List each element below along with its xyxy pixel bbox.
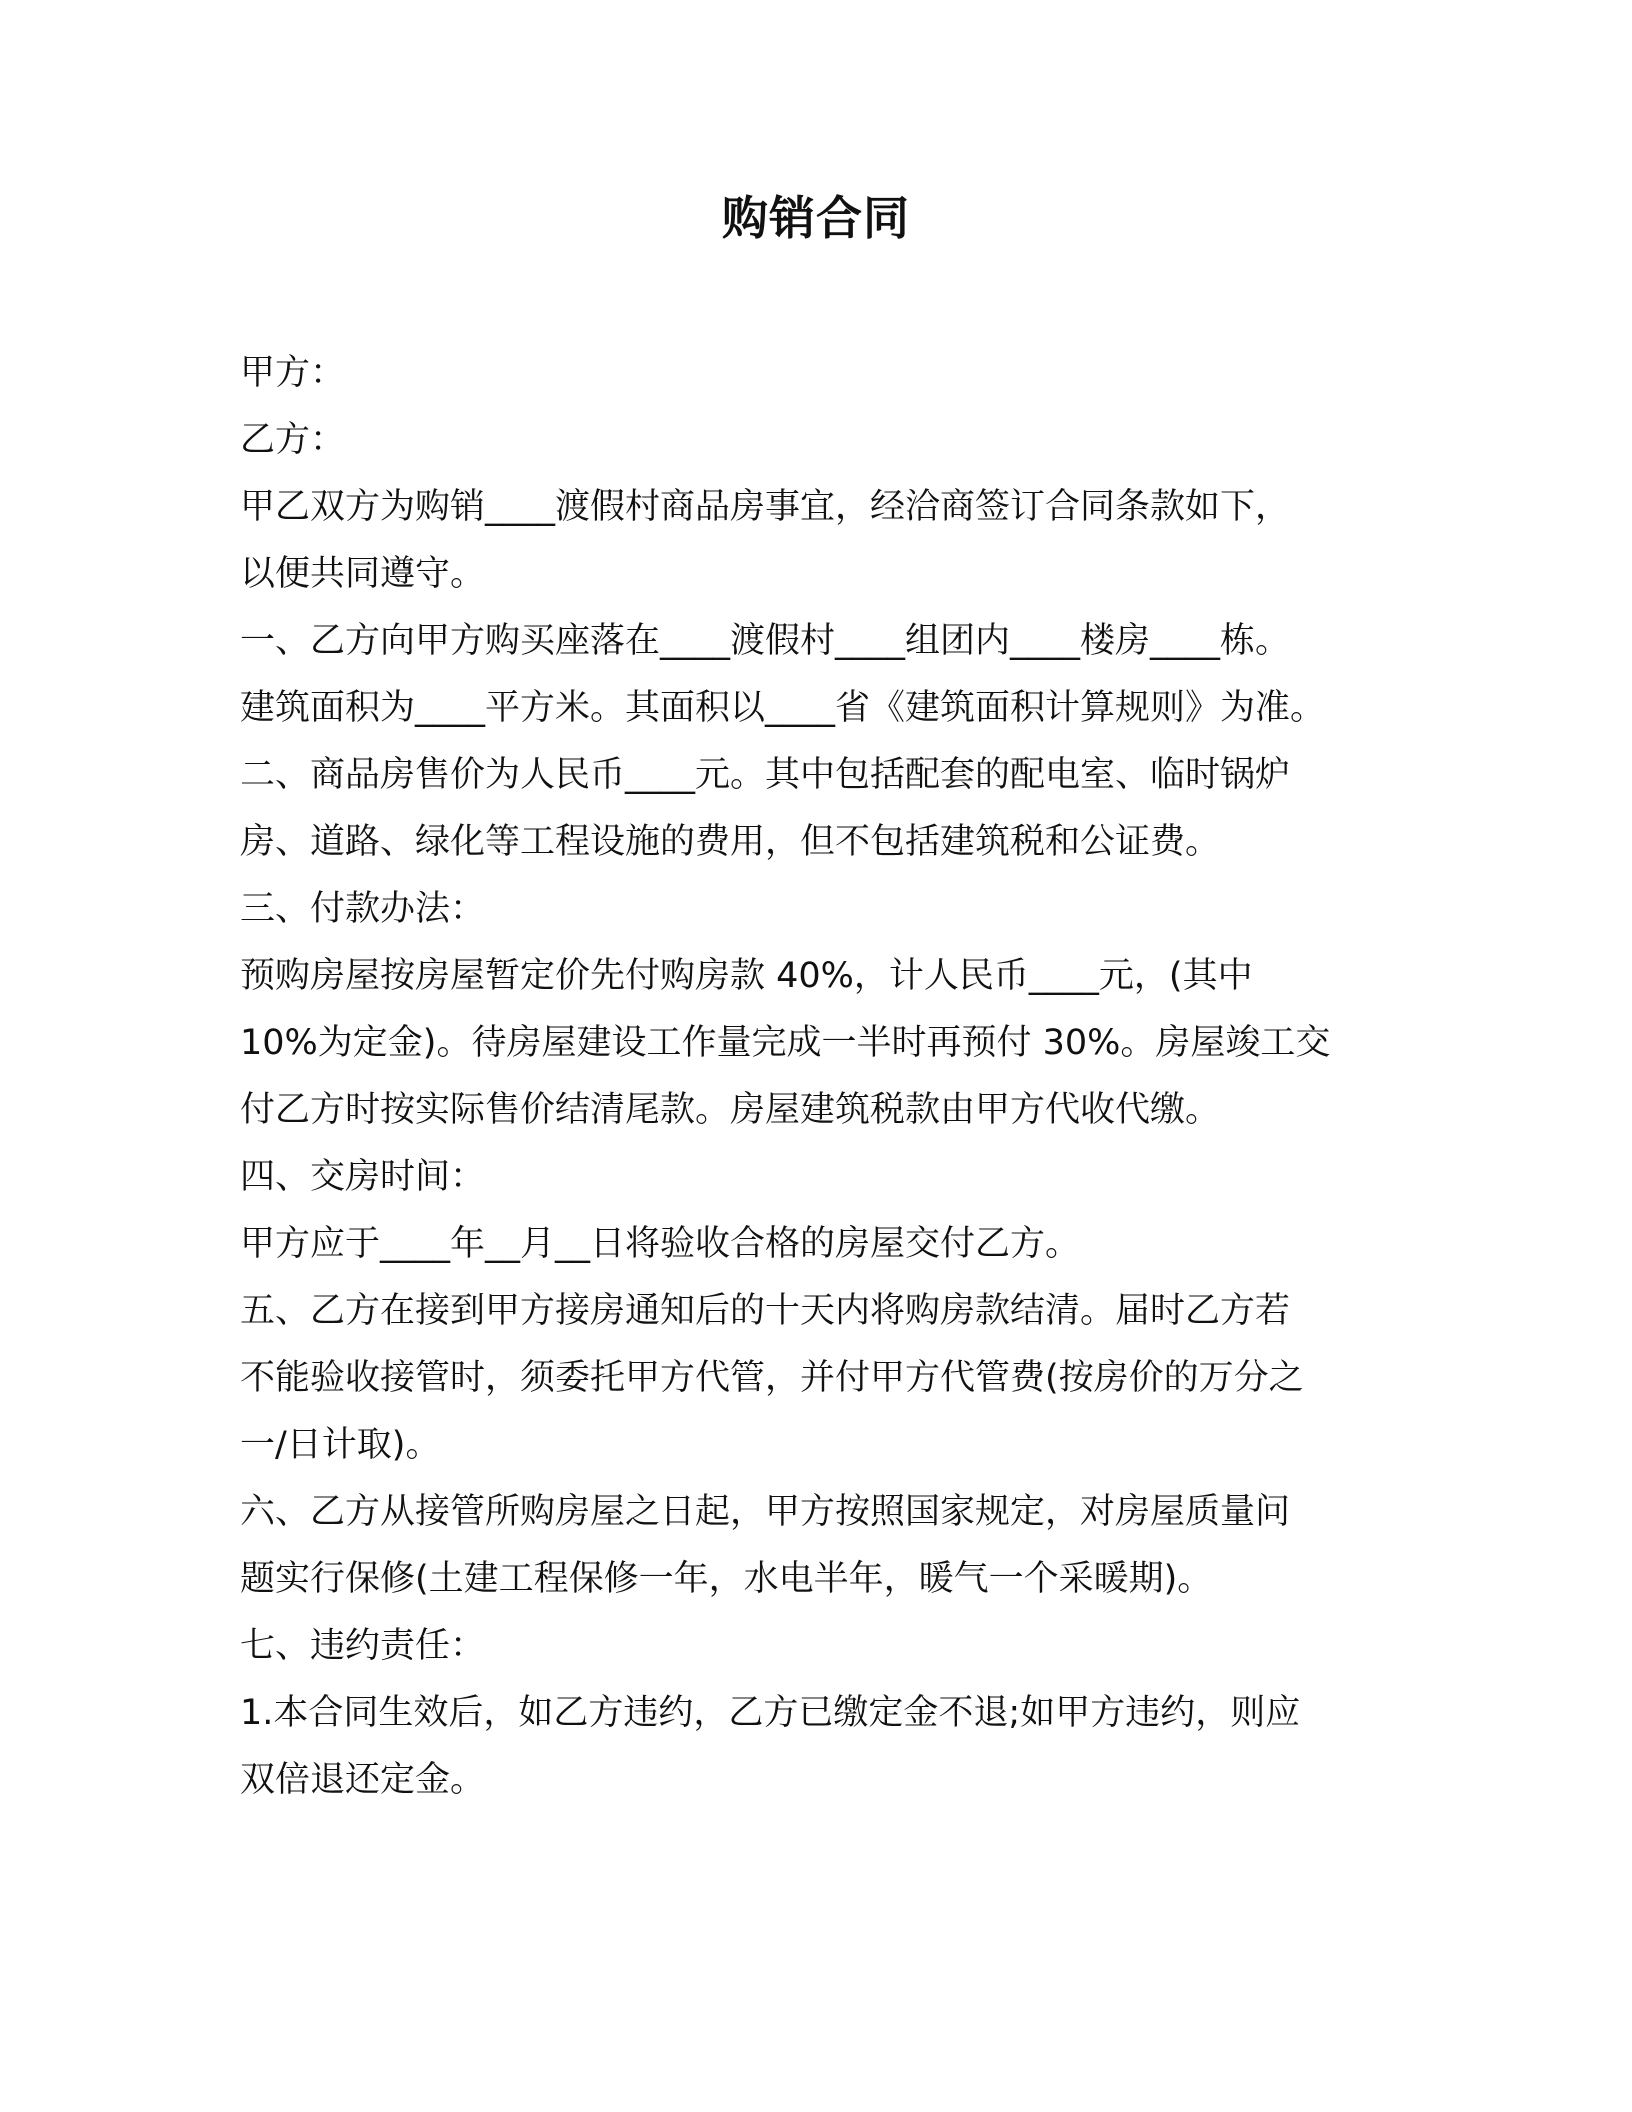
clause-5-line: 五、乙方在接到甲方接房通知后的十天内将购房款结清。届时乙方若 bbox=[240, 1291, 1291, 1331]
clause-7-line: 双倍退还定金。 bbox=[240, 1760, 486, 1800]
preamble-line: 甲乙双方为购销____渡假村商品房事宜，经洽商签订合同条款如下， bbox=[240, 487, 1291, 527]
clause-6-line: 题实行保修(土建工程保修一年，水电半年，暖气一个采暖期)。 bbox=[240, 1559, 1213, 1599]
party-a-line: 甲方： bbox=[240, 353, 346, 393]
clause-3-heading: 三、付款办法： bbox=[240, 889, 486, 929]
clause-7-heading: 七、违约责任： bbox=[240, 1626, 486, 1666]
preamble-line: 以便共同遵守。 bbox=[240, 554, 486, 594]
clause-7-line: 1.本合同生效后，如乙方违约，乙方已缴定金不退;如甲方违约，则应 bbox=[240, 1693, 1301, 1733]
clause-4-line: 甲方应于____年__月__日将验收合格的房屋交付乙方。 bbox=[240, 1224, 1081, 1264]
clause-3-line: 10%为定金)。待房屋建设工作量完成一半时再预付 30%。房屋竣工交 bbox=[240, 1023, 1331, 1063]
clause-2-line: 二、商品房售价为人民币____元。其中包括配套的配电室、临时锅炉 bbox=[240, 755, 1291, 795]
clause-5-line: 一/日计取)。 bbox=[240, 1425, 441, 1465]
document-title: 购销合同 bbox=[722, 191, 910, 245]
clause-3-line: 付乙方时按实际售价结清尾款。房屋建筑税款由甲方代收代缴。 bbox=[240, 1090, 1221, 1130]
clause-1-line: 一、乙方向甲方购买座落在____渡假村____组团内____楼房____栋。 bbox=[240, 621, 1291, 661]
contract-body bbox=[240, 340, 1400, 1814]
clause-6-line: 六、乙方从接管所购房屋之日起，甲方按照国家规定，对房屋质量问 bbox=[240, 1492, 1291, 1532]
party-b-line: 乙方： bbox=[240, 420, 346, 460]
clause-4-heading: 四、交房时间： bbox=[240, 1157, 486, 1197]
clause-3-line: 预购房屋按房屋暂定价先付购房款 40%，计人民币____元，(其中 bbox=[240, 956, 1253, 996]
clause-1-line: 建筑面积为____平方米。其面积以____省《建筑面积计算规则》为准。 bbox=[240, 688, 1326, 728]
clause-2-line: 房、道路、绿化等工程设施的费用，但不包括建筑税和公证费。 bbox=[240, 822, 1221, 862]
clause-5-line: 不能验收接管时，须委托甲方代管，并付甲方代管费(按房价的万分之 bbox=[240, 1358, 1304, 1398]
